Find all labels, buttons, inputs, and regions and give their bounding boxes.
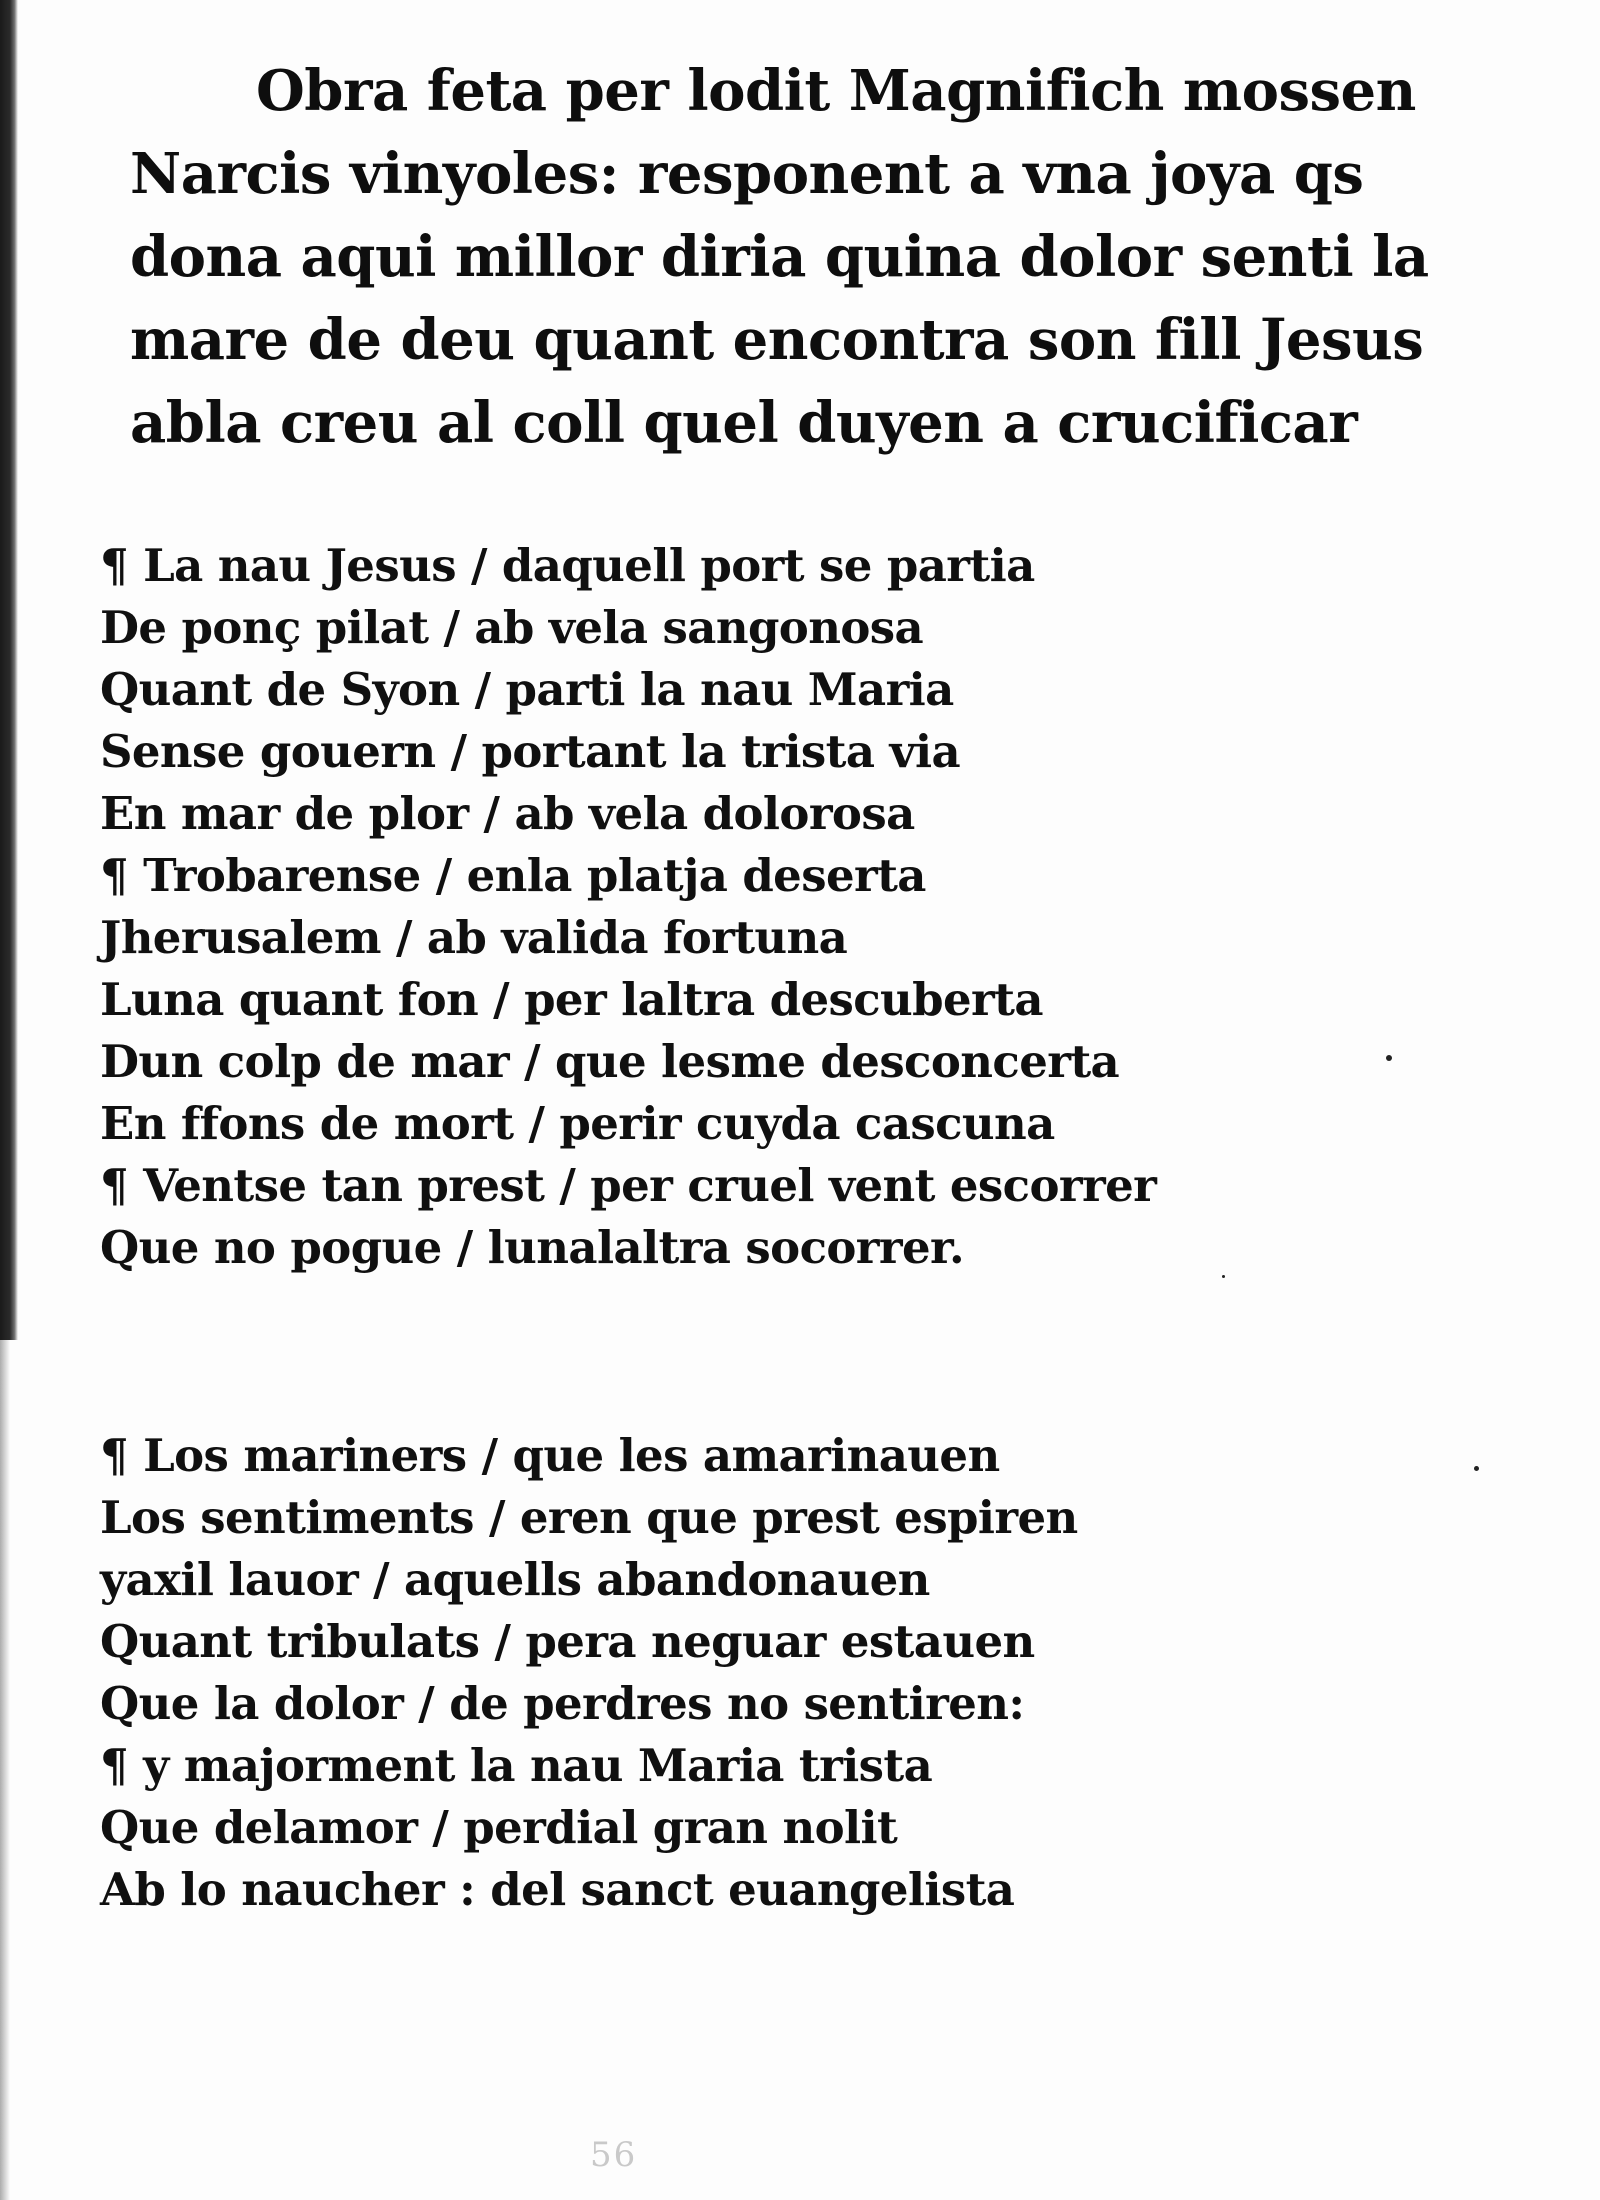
heading-line: mare de deu quant encontra son fill Jesus [130,307,1424,373]
verse-line: ¶ Los mariners / que les amarinauen [100,1429,1000,1482]
binding-shadow-lower [0,1340,10,2200]
verse-line: yaxil lauor / aquells abandonauen [100,1553,930,1606]
verse-line: Luna quant fon / per laltra descuberta [100,973,1043,1026]
verse-line: Quant de Syon / parti la nau Maria [100,663,954,716]
heading-line: abla creu al coll quel duyen a crucificar [130,390,1358,456]
ink-speck [1386,1055,1392,1061]
verse-line: Que delamor / perdial gran nolit [100,1801,898,1854]
page-number: 56 [590,2135,638,2175]
verse-line: Ab lo naucher : del sanct euangelista [100,1863,1015,1916]
document-heading [130,50,1450,465]
verse-line: Que la dolor / de perdres no sentiren: [100,1677,1025,1730]
verse-line: ¶ La nau Jesus / daquell port se partia [100,539,1035,592]
heading-line: Obra feta per lodit Magnifich mossen [256,58,1416,124]
heading-line: Narcis vinyoles: responent a vna joya qs [130,141,1364,207]
verse-line: En mar de plor / ab vela dolorosa [100,787,915,840]
verse-line: ¶ y majorment la nau Maria trista [100,1739,933,1792]
ink-speck [1222,1275,1225,1278]
verse-line: ¶ Ventse tan prest / per cruel vent escorrer [100,1159,1157,1212]
stanza-1 [100,535,1156,1279]
verse-line: En ffons de mort / perir cuyda cascuna [100,1097,1055,1150]
verse-line: Quant tribulats / pera neguar estauen [100,1615,1035,1668]
verse-line: Dun colp de mar / que lesme desconcerta [100,1035,1120,1088]
stanza-2 [100,1425,1078,1921]
verse-line: Jherusalem / ab valida fortuna [100,911,848,964]
binding-shadow [0,0,18,1340]
heading-line: dona aqui millor diria quina dolor senti la [130,224,1429,290]
verse-line: Que no pogue / lunalaltra socorrer. [100,1221,965,1274]
verse-line: Los sentiments / eren que prest espiren [100,1491,1078,1544]
verse-line: ¶ Trobarense / enla platja deserta [100,849,926,902]
verse-line: De ponç pilat / ab vela sangonosa [100,601,924,654]
ink-speck [1474,1466,1479,1471]
verse-line: Sense gouern / portant la trista via [100,725,961,778]
